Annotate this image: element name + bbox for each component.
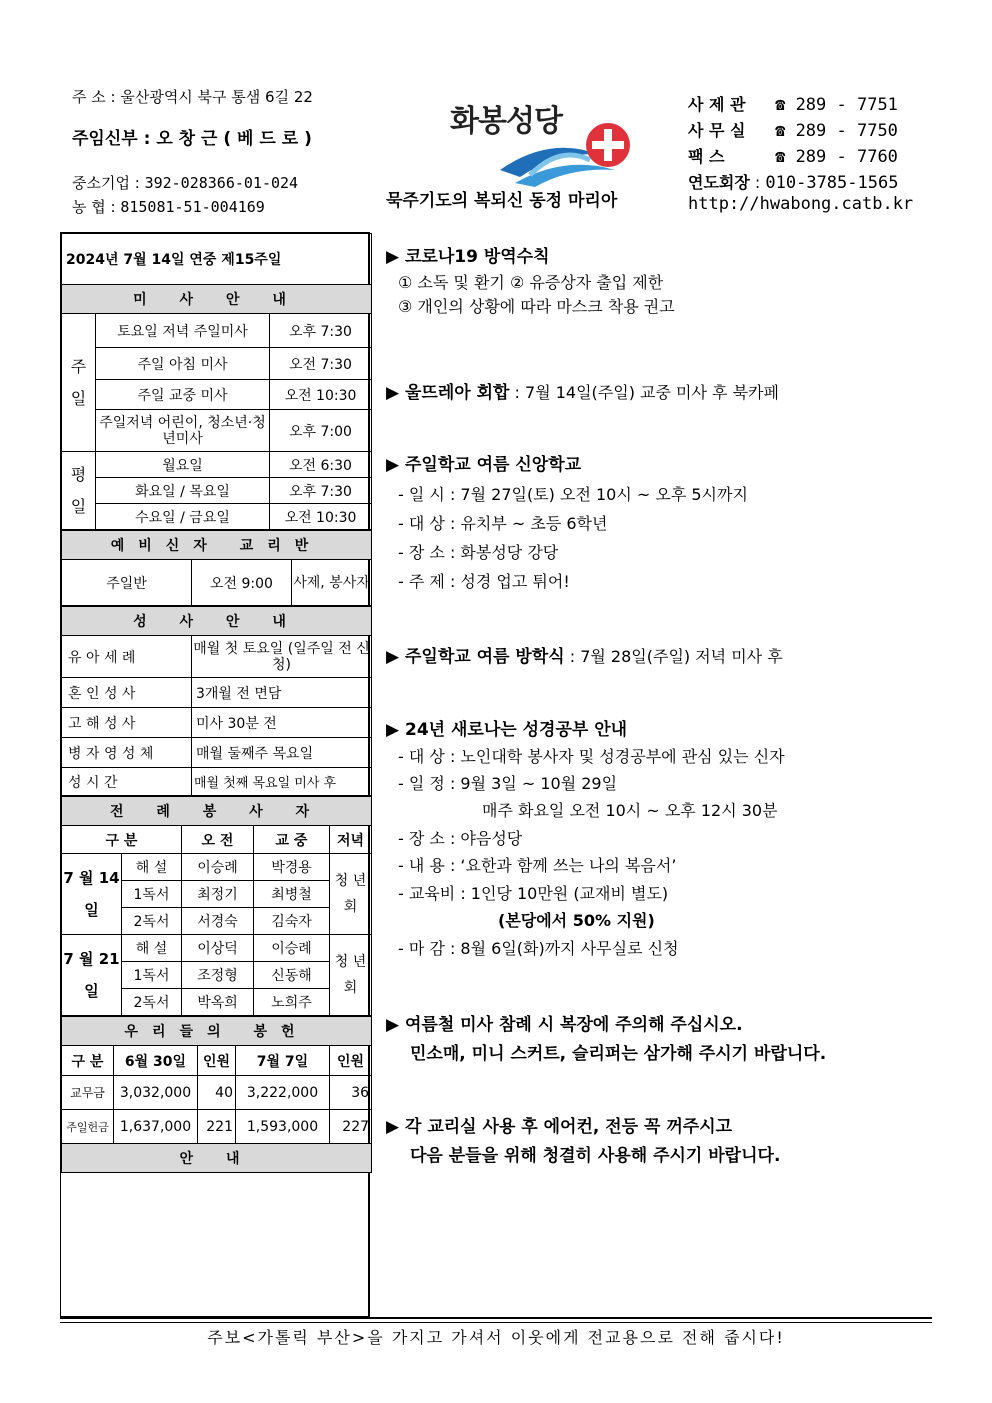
server-date: 7 월 14 일 xyxy=(62,854,122,935)
server-am: 조정형 xyxy=(182,962,254,989)
offering-count: 36 xyxy=(330,1076,372,1110)
mass-section-title: 미 사 안 내 xyxy=(62,285,372,314)
server-role: 해 설 xyxy=(122,854,182,881)
server-am: 이승례 xyxy=(182,854,254,881)
server-main: 박경용 xyxy=(254,854,330,881)
offering-value: 3,222,000 xyxy=(236,1076,330,1110)
covid-line: ③ 개인의 상황에 따라 마스크 착용 권고 xyxy=(398,297,675,316)
catechism-name: 주일반 xyxy=(62,560,192,606)
catechism-time: 오전 9:00 xyxy=(192,560,292,606)
weekday-label: 평 일 xyxy=(62,452,96,530)
ultreya-notice xyxy=(386,378,779,403)
school-item: - 장 소 : 화봉성당 강당 xyxy=(398,543,559,562)
room-notice-detail: 다음 분들을 위해 청결히 사용해 주시기 바랍니다. xyxy=(410,1146,781,1166)
address-label: 주 소 xyxy=(72,88,106,106)
school-item: - 일 시 : 7월 27일(토) 오전 10시 ~ 오후 5시까지 xyxy=(398,485,748,504)
mass-name: 주일 아침 미사 xyxy=(96,348,270,380)
room-notice: ▶ 각 교리실 사용 후 에어컨, 전등 꼭 꺼주시고 xyxy=(386,1117,733,1137)
bible-title: ▶ 24년 새로나는 성경공부 안내 xyxy=(386,720,628,740)
mass-name: 수요일 / 금요일 xyxy=(96,504,270,530)
offering-name: 주일헌금 xyxy=(62,1110,114,1144)
offering-count: 227 xyxy=(330,1110,372,1144)
school-title: ▶ 주일학교 여름 신앙학교 xyxy=(386,455,582,475)
account1-row: 중소기업 : 392-028366-01-024 xyxy=(72,174,299,192)
sacrament-info: 3개월 전 면담 xyxy=(192,678,372,708)
website-link[interactable]: http://hwabong.catb.kr xyxy=(688,194,914,214)
contact-value: ☎ 289 - 7760 xyxy=(775,147,898,167)
offering-header: 6월 30일 xyxy=(114,1046,198,1076)
mass-time: 오후 7:30 xyxy=(270,314,372,348)
mass-name: 월요일 xyxy=(96,452,270,478)
mass-time: 오전 10:30 xyxy=(270,504,372,530)
sacrament-info: 매월 첫 토요일 (일주일 전 신청) xyxy=(192,636,372,678)
bible-item: - 일 정 : 9월 3일 ~ 10월 29일 xyxy=(398,774,618,793)
catechism-teacher: 사제, 봉사자 xyxy=(292,560,372,606)
offering-count: 221 xyxy=(198,1110,236,1144)
dress-notice: ▶ 여름철 미사 참례 시 복장에 주의해 주십시오. xyxy=(386,1015,743,1035)
bible-item: (본당에서 50% 지원) xyxy=(498,911,655,930)
offering-name: 교무금 xyxy=(62,1076,114,1110)
church-logo-icon xyxy=(490,115,640,190)
contact-label: 팩 스 xyxy=(688,147,725,166)
priest-label: 주임신부 xyxy=(72,129,138,149)
bible-item: - 마 감 : 8월 6일(화)까지 사무실로 신청 xyxy=(398,939,679,958)
server-main: 신동해 xyxy=(254,962,330,989)
contact-value: ☎ 289 - 7751 xyxy=(775,95,898,115)
account2-row: 농 협 : 815081-51-004169 xyxy=(72,198,265,216)
footer-divider xyxy=(60,1322,932,1323)
server-am: 박옥희 xyxy=(182,989,254,1016)
server-am: 서경숙 xyxy=(182,908,254,935)
sacrament-section-title: 성 사 안 내 xyxy=(62,607,372,636)
mass-time: 오전 10:30 xyxy=(270,380,372,410)
mass-time: 오후 7:00 xyxy=(270,410,372,452)
ultreya-title: ▶ 울뜨레아 회합 xyxy=(386,383,510,403)
offering-header: 인원 xyxy=(330,1046,372,1076)
footer-divider xyxy=(60,1317,932,1319)
offering-header: 구 분 xyxy=(62,1046,114,1076)
account1: 392-028366-01-024 xyxy=(144,174,299,192)
servers-table xyxy=(61,796,372,1016)
priest-row: 주임신부 : 오 창 근 ( 베 드 로 ) xyxy=(72,129,312,149)
offering-value: 1,637,000 xyxy=(114,1110,198,1144)
server-role: 2독서 xyxy=(122,908,182,935)
offering-value: 3,032,000 xyxy=(114,1076,198,1110)
address-row: 주 소 : 울산광역시 북구 통샘 6길 22 xyxy=(72,88,313,106)
notice-section-title: 안 내 xyxy=(62,1144,372,1173)
sunday-label: 주 일 xyxy=(62,314,96,452)
church-name: 화봉성당 xyxy=(450,104,562,139)
sacrament-name: 고 해 성 사 xyxy=(62,708,192,738)
contact-row xyxy=(688,144,898,167)
bible-item: 매주 화요일 오전 10시 ~ 오후 12시 30분 xyxy=(482,801,778,820)
closing-text: : 7월 28일(주일) 저녁 미사 후 xyxy=(564,647,783,666)
priest-name: 오 창 근 ( 베 드 로 ) xyxy=(156,129,312,149)
account2: 815081-51-004169 xyxy=(120,198,265,216)
contact-value: ☎ 289 - 7750 xyxy=(775,121,898,141)
server-am: 최정기 xyxy=(182,881,254,908)
catechism-section-title: 예비신자 교리반 xyxy=(62,531,372,560)
contact-row xyxy=(688,118,898,141)
date-line: 2024년 7월 14일 연중 제15주일 xyxy=(62,234,372,285)
closing-title: ▶ 주일학교 여름 방학식 xyxy=(386,647,565,667)
chair-row: 연도회장 : 010-3785-1565 xyxy=(688,173,899,193)
bible-item: - 교육비 : 1인당 10만원 (교재비 별도) xyxy=(398,884,669,903)
offering-header: 인원 xyxy=(198,1046,236,1076)
server-evening: 청 년 회 xyxy=(330,935,372,1016)
motto: 묵주기도의 복되신 동정 마리아 xyxy=(386,191,618,211)
server-role: 해 설 xyxy=(122,935,182,962)
school-item: - 주 제 : 성경 업고 튀어! xyxy=(398,572,570,591)
contact-label: 사 무 실 xyxy=(688,121,746,140)
covid-title: ▶ 코로나19 방역수칙 xyxy=(386,247,550,267)
bible-item: - 장 소 : 야음성당 xyxy=(398,829,523,848)
bible-item: - 내 용 : ‘요한과 함께 쓰는 나의 복음서’ xyxy=(398,856,677,875)
sacrament-info: 매월 첫째 목요일 미사 후 xyxy=(192,768,372,796)
catechism-table xyxy=(61,530,372,606)
offering-header: 7월 7일 xyxy=(236,1046,330,1076)
contact-label: 사 제 관 xyxy=(688,95,746,114)
servers-section-title: 전 례 봉 사 자 xyxy=(62,797,372,826)
footer-text: 주보<가톨릭 부산>을 가지고 가셔서 이웃에게 전교용으로 전해 줍시다! xyxy=(207,1328,785,1347)
offering-section-title: 우리들의 봉헌 xyxy=(62,1017,372,1046)
mass-name: 화요일 / 목요일 xyxy=(96,478,270,504)
chair-label: 연도회장 xyxy=(688,173,750,192)
servers-header: 오 전 xyxy=(182,826,254,854)
sacrament-name: 혼 인 성 사 xyxy=(62,678,192,708)
covid-line: ① 소독 및 환기 ② 유증상자 출입 제한 xyxy=(398,273,664,292)
servers-header: 구 분 xyxy=(62,826,182,854)
servers-header: 저녁 xyxy=(330,826,372,854)
sacrament-info: 매월 둘째주 목요일 xyxy=(192,738,372,768)
account2-label: 농 협 xyxy=(72,198,106,216)
mass-name: 주일저녁 어린이, 청소년·청년미사 xyxy=(96,410,270,452)
offering-value: 1,593,000 xyxy=(236,1110,330,1144)
server-main: 최병철 xyxy=(254,881,330,908)
server-am: 이상덕 xyxy=(182,935,254,962)
contact-row xyxy=(688,92,898,115)
server-main: 노희주 xyxy=(254,989,330,1016)
server-role: 2독서 xyxy=(122,989,182,1016)
address: 울산광역시 북구 통샘 6길 22 xyxy=(120,88,313,106)
server-main: 이승례 xyxy=(254,935,330,962)
server-main: 김숙자 xyxy=(254,908,330,935)
mass-time: 오후 7:30 xyxy=(270,478,372,504)
ultreya-text: : 7월 14일(주일) 교중 미사 후 북카페 xyxy=(509,383,779,402)
sacrament-table xyxy=(61,606,372,796)
mass-time: 오전 7:30 xyxy=(270,348,372,380)
dress-notice-detail: 민소매, 미니 스커트, 슬리퍼는 삼가해 주시기 바랍니다. xyxy=(410,1044,827,1064)
sacrament-name: 유 아 세 례 xyxy=(62,636,192,678)
server-role: 1독서 xyxy=(122,881,182,908)
offering-table xyxy=(61,1016,372,1173)
mass-name: 주일 교중 미사 xyxy=(96,380,270,410)
server-date: 7 월 21 일 xyxy=(62,935,122,1016)
account1-label: 중소기업 xyxy=(72,174,130,192)
mass-name: 토요일 저녁 주일미사 xyxy=(96,314,270,348)
servers-header: 교 중 xyxy=(254,826,330,854)
left-column xyxy=(60,232,370,1317)
mass-time: 오전 6:30 xyxy=(270,452,372,478)
sacrament-info: 미사 30분 전 xyxy=(192,708,372,738)
server-role: 1독서 xyxy=(122,962,182,989)
offering-count: 40 xyxy=(198,1076,236,1110)
sacrament-name: 병 자 영 성 체 xyxy=(62,738,192,768)
server-evening: 청 년 회 xyxy=(330,854,372,935)
bible-item: - 대 상 : 노인대학 봉사자 및 성경공부에 관심 있는 신자 xyxy=(398,747,785,766)
school-item: - 대 상 : 유치부 ~ 초등 6학년 xyxy=(398,514,608,533)
chair-phone: 010-3785-1565 xyxy=(765,173,899,193)
website-row xyxy=(688,194,913,214)
closing-notice xyxy=(386,642,783,667)
sacrament-name: 성 시 간 xyxy=(62,768,192,796)
schedule-table xyxy=(61,233,372,530)
